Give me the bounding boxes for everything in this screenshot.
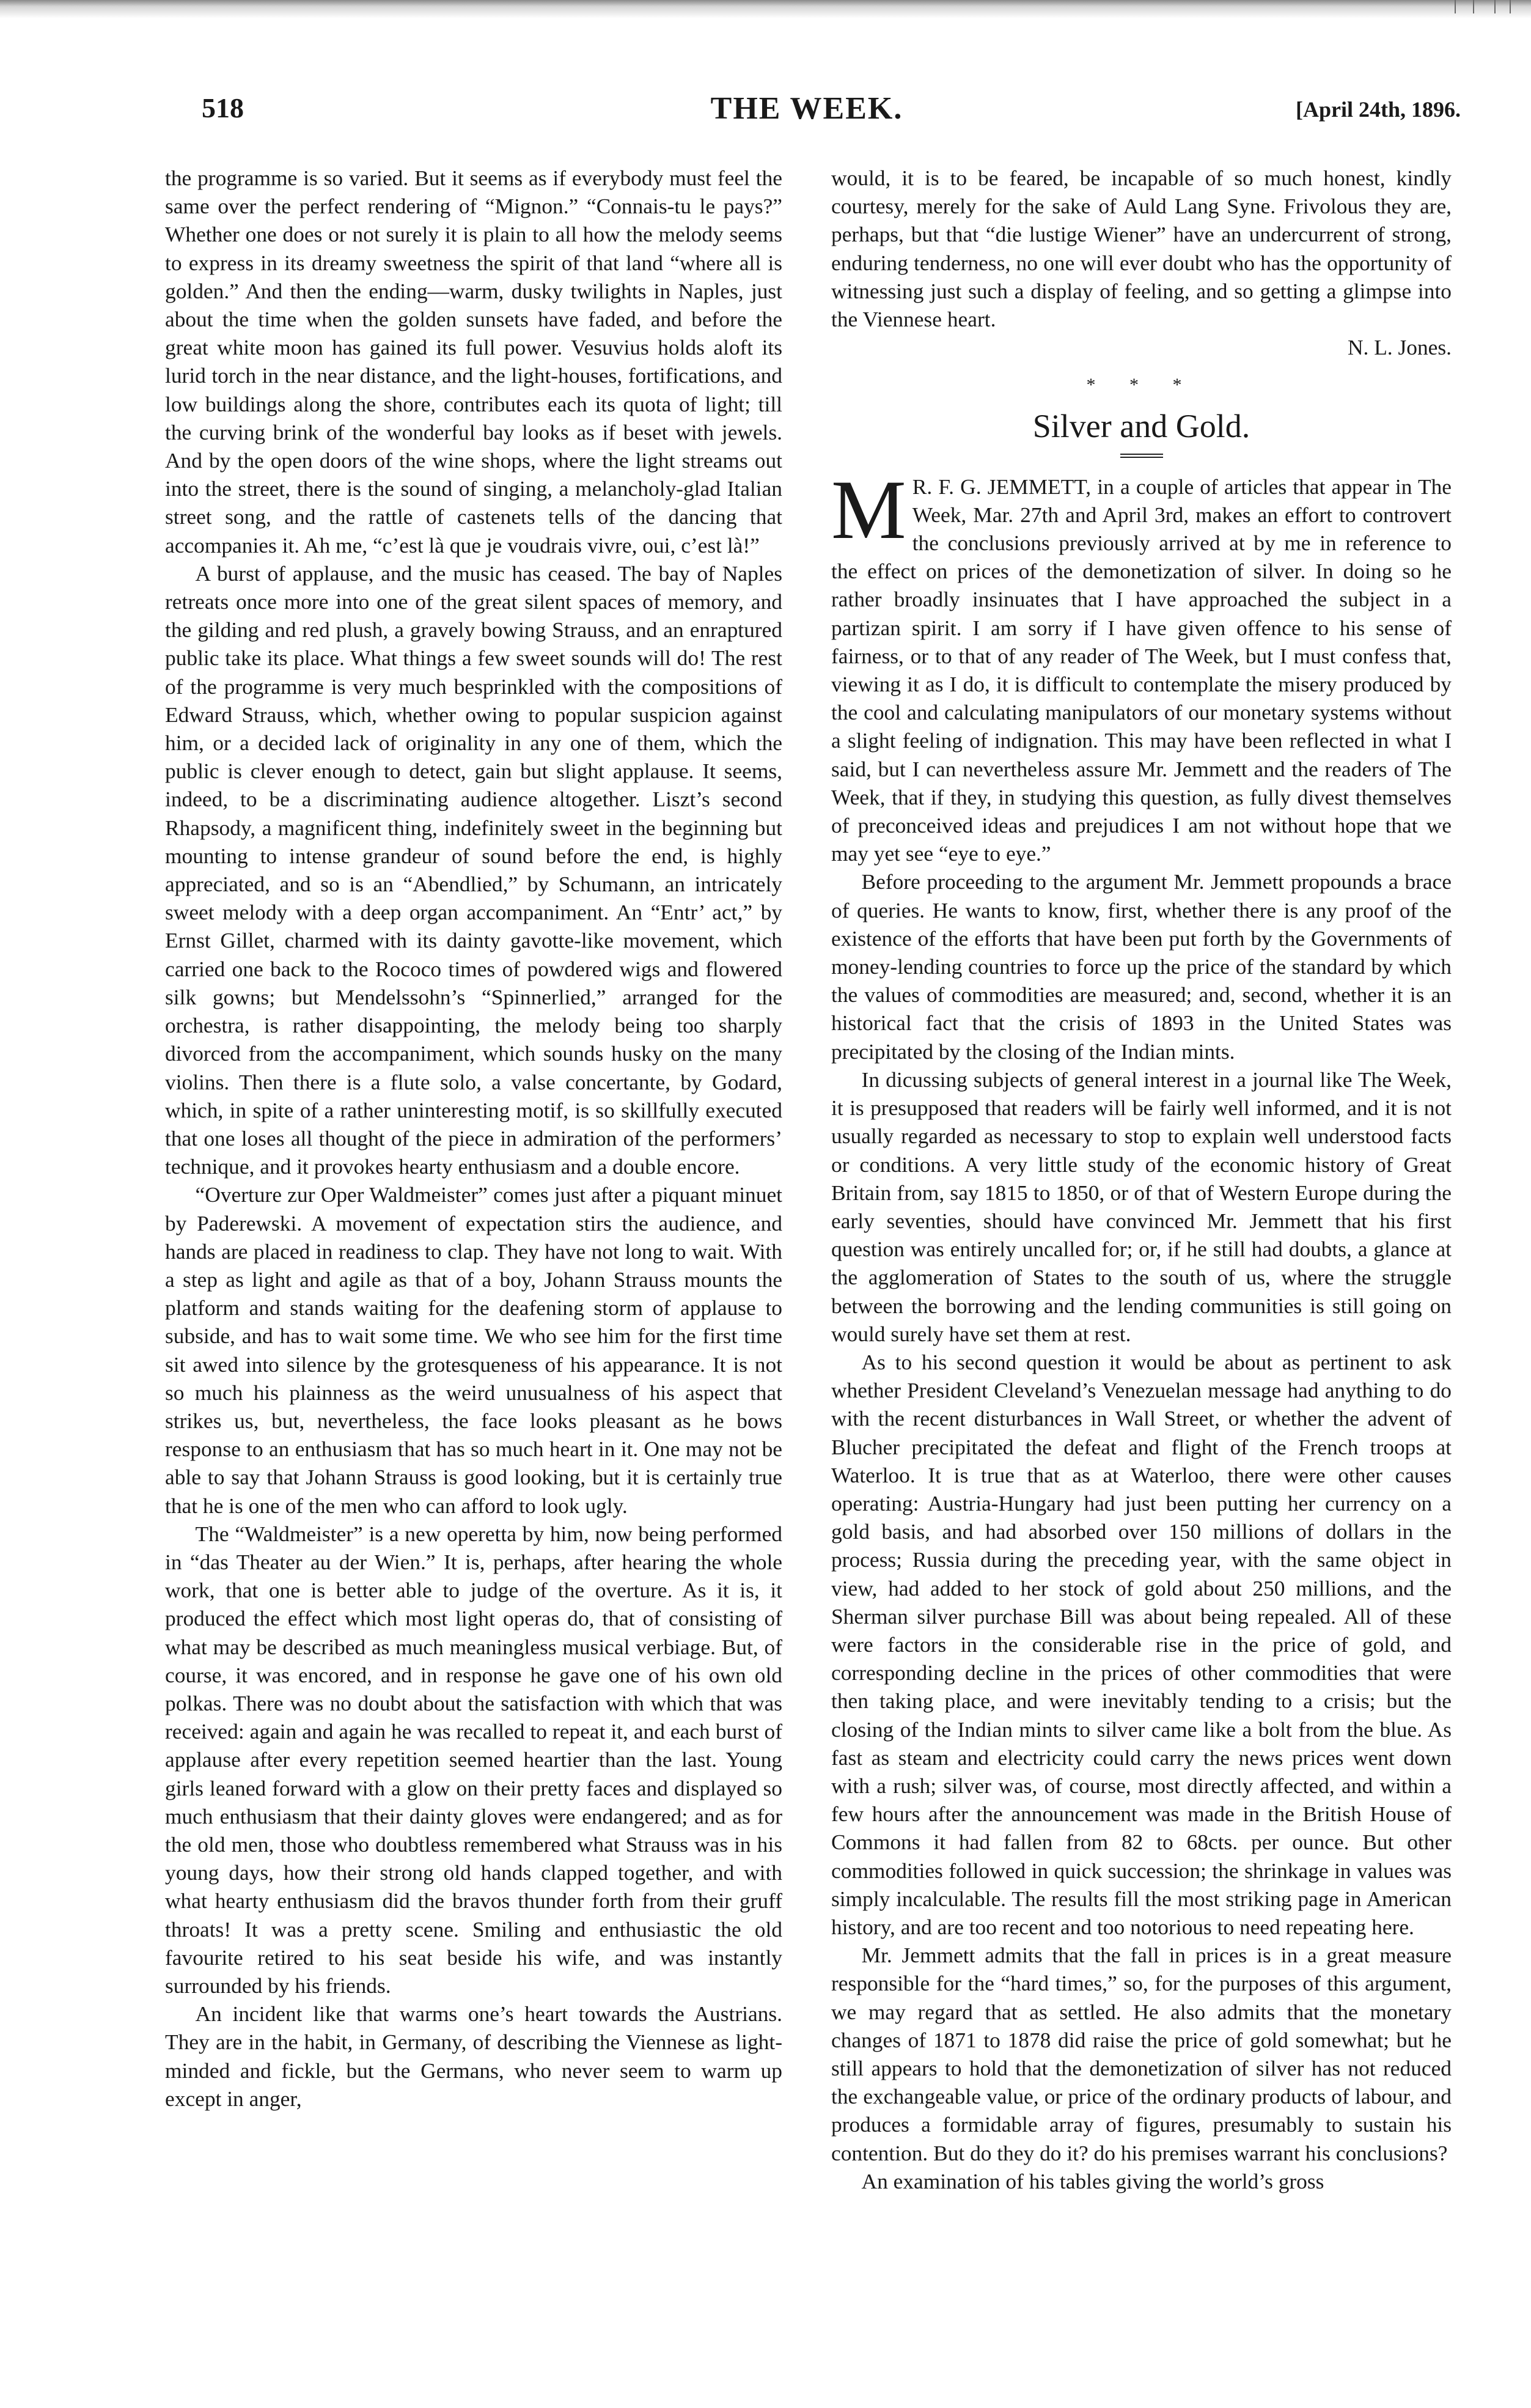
paragraph: “Overture zur Oper Waldmeister” comes just after a piquant minuet by Paderewski. A movement of expectation stirs the audience, and hands are placed in readiness to clap. They have not long to wait. With a step as light and agile as that of a boy, Johann Strauss mounts the platform and stands waiting for the deafening storm of applause to subside, and has to wait some time. We who see him for the first time sit awed into silence by the grotesqueness of his appearance. It is not so much his plainness as the weird unusualness of his aspect that strikes us, but, nevertheless, the face looks pleasant as he bows response to an enthusiasm that has so much heart in it. One may not be able to say that Johann Strauss is good looking, but it is certainly true that he is one of the men who can afford to look ugly.	[165, 1182, 782, 1518]
article-opening	[831, 462, 1452, 868]
paragraph: Mr. Jemmett admits that the fall in prices is in a great measure responsible for the “hard times,” so, for the purposes of this argument, we may regard that as settled. He also admits that the monetary changes of 1871 to 1878 did raise the price of gold somewhat; but he still appears to hold that the demonetization of silver has not reduced the exchangeable value, or price of the ordinary products of labour, and produces a formidable array of figures, presumably to sustain his contention. But do they do it? do his premises warrant his conclusions?	[831, 1943, 1452, 2165]
paragraph: The “Waldmeister” is a new operetta by him, now being performed in “das Theater au der Wien.” It is, perhaps, after hearing the whole work, that one is better able to judge of the overture. As it is, it produced the effect which most light operas do, that of consisting of what may be described as much meaningless musical verbiage. But, of course, it was encored, and in response he gave one of his own old polkas. There was no doubt about the satisfaction with which that was received: again and again he was recalled to repeat it, and each burst of applause after every repetition seemed heartier than the last. Young girls leaned forward with a glow on their pretty faces and displayed so much enthusiasm that their dainty gloves were endangered; and as for the old men, those who doubtless remembered what Strauss was in his young days, how their strong old hands clapped together, and with what hearty enthusiasm did the bravos thunder forth from their gruff throats! It was a pretty scene. Smiling and enthusiastic the old favourite retired to his seat beside his wife, and was instantly surrounded by his friends.	[165, 1521, 782, 1998]
title-rule	[1120, 454, 1163, 458]
paragraph: An examination of his tables giving the world’s gross	[861, 2168, 1324, 2193]
section-separator: * * *	[1086, 375, 1197, 396]
paragraph: would, it is to be feared, be incapable of so much honest, kindly courtesy, merely for the sake of Auld Lang Syne. Frivolous they are, perhaps, but that “die lustige Wiener” have an undercurrent of strong, enduring tenderness, no one will ever doubt who has the opportunity of witnessing just such a display of feeling, and so getting a glimpse into the Viennese heart.	[831, 166, 1452, 332]
paragraph: As to his second question it would be about as pertinent to ask whether President Cleveland’s Venezuelan message had anything to do with the recent disturbances in Wall Street, or whether the advent of Blucher precipitated the defeat and flight of the French troops at Waterloo. It is true that as at Waterloo, there were other causes operating: Austria-Hungary had just been putting her currency on a gold basis, and had absorbed over 150 millions of dollars in the process; Russia during the preceding year, with the same object in view, had added to her stock of gold about 250 millions, and the Sherman silver purchase Bill was about being repealed. All of these were factors in the considerable rise in the price of gold, and corresponding decline in the prices of other commodities that were then taking place, and were inevitably tending to a crisis; but the closing of the Indian mints to silver came like a bolt from the blue. As fast as steam and electricity could carry the news prices went down with a rush; silver was, of course, most directly affected, and within a few hours after the announcement was made in the British House of Commons it had fallen from 82 to 68cts. per ounce. But other commodities followed in quick succession; the shrinkage in values was simply incalculable. The results fill the most striking page in American history, and are too recent and too notorious to need repeating here.	[831, 1349, 1452, 1939]
paragraph: In dicussing subjects of general interest in a journal like The Week, it is presupposed that readers will be fairly well informed, and it is not usually regarded as necessary to stop to explain well understood facts or conditions. A very little study of the economic history of Great Britain from, say 1815 to 1850, or of that of Western Europe during the early seventies, should have convinced Mr. Jemmett that his first question was entirely uncalled for; or, if he still had doubts, a glance at the agglomeration of States to the south of us, where the struggle between the borrowing and the lending communities is still going on would surely have set them at rest.	[831, 1067, 1452, 1346]
drop-cap: M	[831, 462, 906, 556]
author-signature: N. L. Jones.	[1347, 335, 1452, 360]
running-title: THE WEEK.	[710, 91, 903, 126]
page-number: 518	[202, 92, 244, 123]
paragraph-text: R. F. G. JEMMETT, in a couple of articles that appear in The Week, Mar. 27th and April 3rd, makes an effort to controvert the conclusions previously arrived at by me in reference to the effect on prices of the demonetization of silver. In doing so he rather broadly insinuates that I have approached the subject in a partizan spirit. I am sorry if I have given offence to his sense of fairness, or to that of any reader of The Week, but I must confess that, viewing it as I do, it is difficult to contemplate the misery produced by the cool and calculating manipulators of our monetary systems without a slight feeling of indignation. This may have been reflected in what I said, but I can nevertheless assure Mr. Jemmett and the readers of The Week, that if they, in studying this question, as fully divest themselves of preconceived ideas and prejudices I am not without hope that we may yet see “eye to eye.”	[831, 474, 1452, 866]
right-column	[831, 164, 1452, 2195]
paragraph: An incident like that warms one’s heart towards the Austrians. They are in the habit, in Germany, of describing the Viennese as light-minded and fickle, but the Germans, who never seem to warm up except in anger,	[165, 2001, 782, 2111]
scan-top-edge	[0, 0, 1531, 18]
paragraph: the programme is so varied. But it seems as if everybody must feel the same over the perfect rendering of “Mignon.” “Connais-tu le pays?” Whether one does or not surely it is plain to all how the melody seems to express in its dreamy sweetness the spirit of that land “where all is golden.” And then the ending—warm, dusky twilights in Naples, just about the time when the golden sunsets have faded, and before the great white moon has gained its full power. Vesuvius holds aloft its lurid torch in the near distance, and the light-houses, fortifications, and low buildings along the shore, contributes each its quota of light; till the curving brink of the wonderful bay looks as if beset with jewels. And by the open doors of the wine shops, where the light streams out into the street, there is the sound of singing, a melancholy-glad Italian street song, and the rattle of castenets tells of the dancing that accompanies it. Ah me, “c’est là que je voudrais vivre, oui, c’est là!”	[165, 166, 782, 558]
page-header	[153, 92, 1461, 141]
issue-date: [April 24th, 1896.	[1296, 97, 1461, 122]
paragraph: A burst of applause, and the music has ceased. The bay of Naples retreats once more into one of the great silent spaces of memory, and the gilding and red plush, a gravely bowing Strauss, and an enraptured public take its place. What things a few sweet sounds will do! The rest of the programme is very much besprinkled with the compositions of Edward Strauss, which, whether owing to popular suspicion against him, or a decided lack of originality in any one of them, which the public is clever enough to detect, gain but slight applause. It seems, indeed, to be a discriminating audience altogether. Liszt’s second Rhapsody, a magnificent thing, indefinitely sweet in the beginning but mounting to intense grandeur of sound before the end, is highly appreciated, and so is an “Abendlied,” by Schumann, an intricately sweet melody with a deep organ accompaniment. An “Entr’ act,” by Ernst Gillet, charmed with its dainty gavotte-like movement, which carried one back to the Rococo times of powdered wigs and flowered silk gowns; but Mendelssohn’s “Spinnerlied,” arranged for the orchestra, is rather disappointing, the melody being too sharply divorced from the accompaniment, which sounds husky on the many violins. Then there is a flute solo, a valse concertante, by Godard, which, in spite of a rather uninteresting motif, is so skillfully executed that one loses all thought of the piece in admiration of the performers’ technique, and it provokes hearty enthusiasm and a double encore.	[165, 561, 782, 1179]
left-column	[165, 164, 782, 2113]
paragraph: Before proceeding to the argument Mr. Jemmett propounds a brace of queries. He wants to know, first, whether there is any proof of the existence of the efforts that have been put forth by the Governments of money-lending countries to force up the price of the standard by which the values of commodities are measured; and, second, whether it is an historical fact that the crisis of 1893 in the United States was precipitated by the closing of the Indian mints.	[831, 869, 1452, 1064]
article-title: Silver and Gold.	[1032, 407, 1250, 444]
